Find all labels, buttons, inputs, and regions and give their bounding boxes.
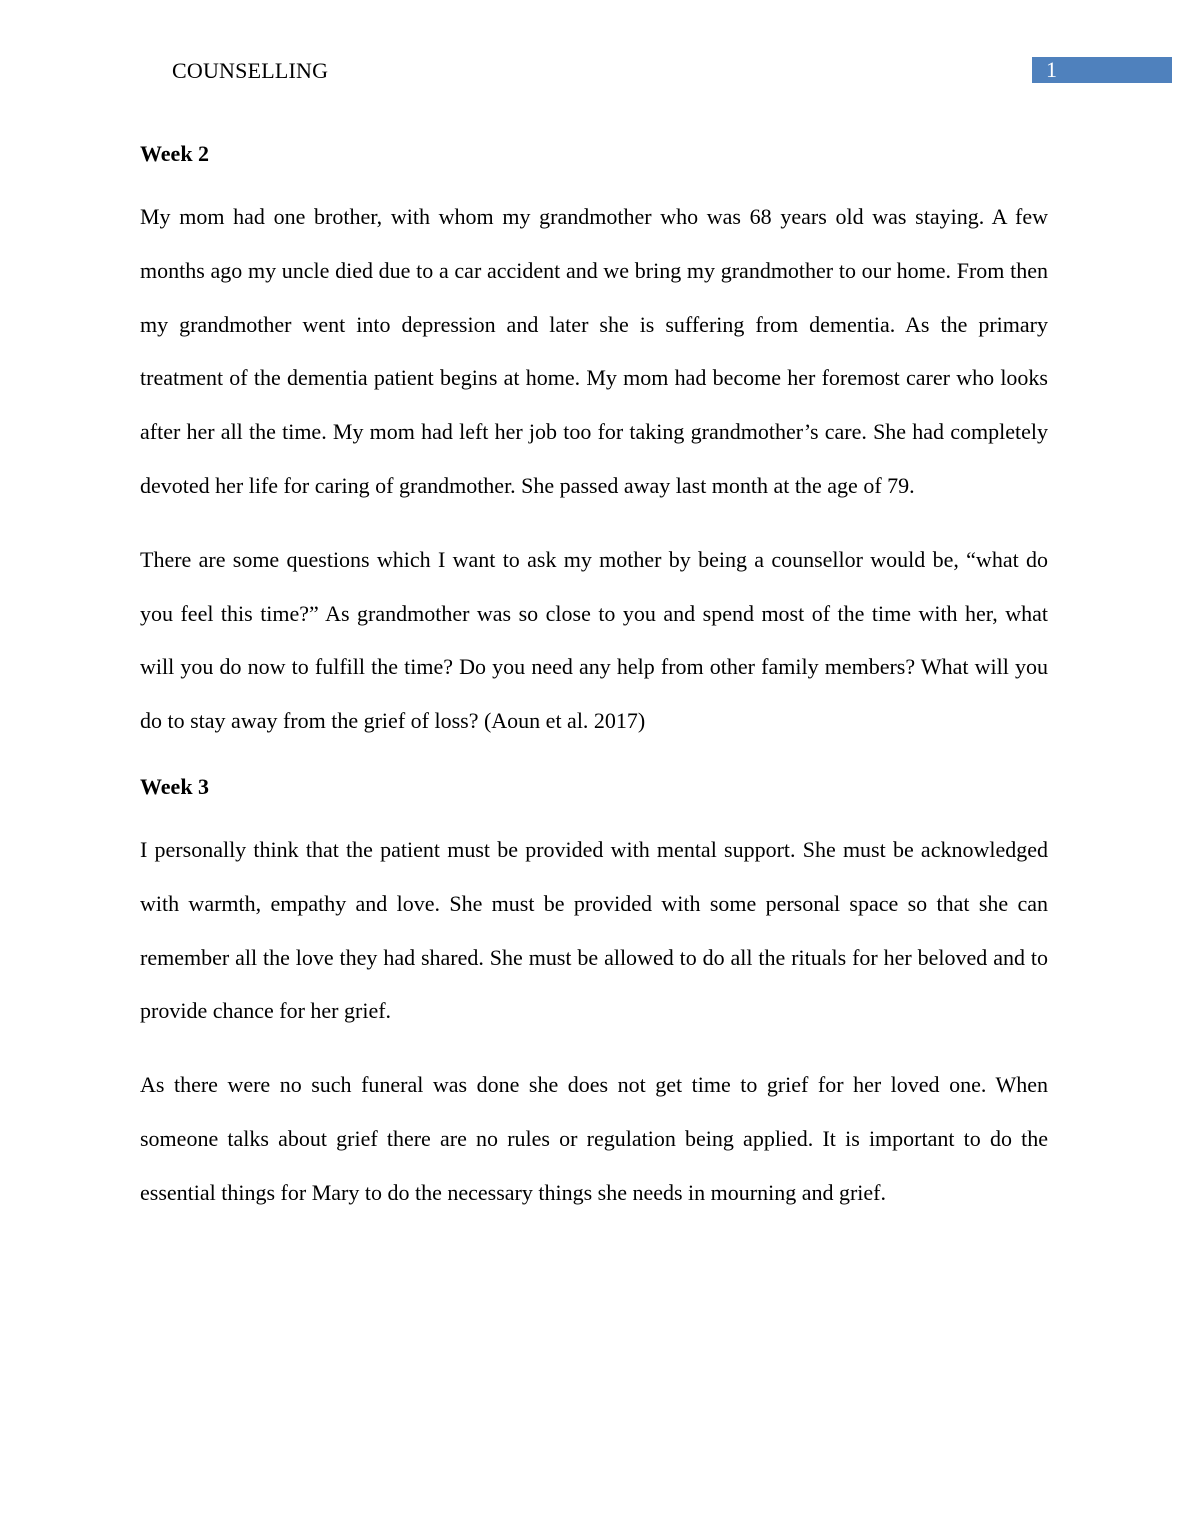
section-heading-week-2: Week 2: [140, 141, 210, 166]
page-number: 1: [1046, 57, 1057, 82]
paragraph: As there were no such funeral was done she does not get time to grief for her loved one. When someone talks about grief there are no rules or regulation being applied. It is important to do the essential things for Mary to do the necessary things she needs in mourning and grief.: [140, 1072, 1048, 1205]
section-heading-week-3: Week 3: [140, 773, 210, 799]
document-body: [140, 135, 1048, 1220]
running-header-title: COUNSELLING: [172, 58, 329, 83]
page-number-box: [1032, 57, 1172, 83]
paragraph: There are some questions which I want to ask my mother by being a counsellor would be, “what do you feel this time?” As grandmother was so close to you and spend most of the time with her, what will you do now to fulfill the time? Do you need any help from other family members? What will you do to stay away from the grief of loss? (Aoun et al. 2017): [140, 546, 1048, 734]
paragraph: My mom had one brother, with whom my grandmother who was 68 years old was staying. A few months ago my uncle died due to a car accident and we bring my grandmother to our home. From then my grandmother went into depression and later she is suffering from dementia. As the primary treatment of the dementia patient begins at home. My mom had become her foremost carer who looks after her all the time. My mom had left her job too for taking grandmother’s care. She had completely devoted her life for caring of grandmother. She passed away last month at the age of 79.: [140, 204, 1048, 498]
paragraph: I personally think that the patient must be provided with mental support. She must be acknowledged with warmth, empathy and love. She must be provided with some personal space so that she can remember all the love they had shared. She must be allowed to do all the rituals for her beloved and to provide chance for her grief.: [140, 836, 1048, 1024]
